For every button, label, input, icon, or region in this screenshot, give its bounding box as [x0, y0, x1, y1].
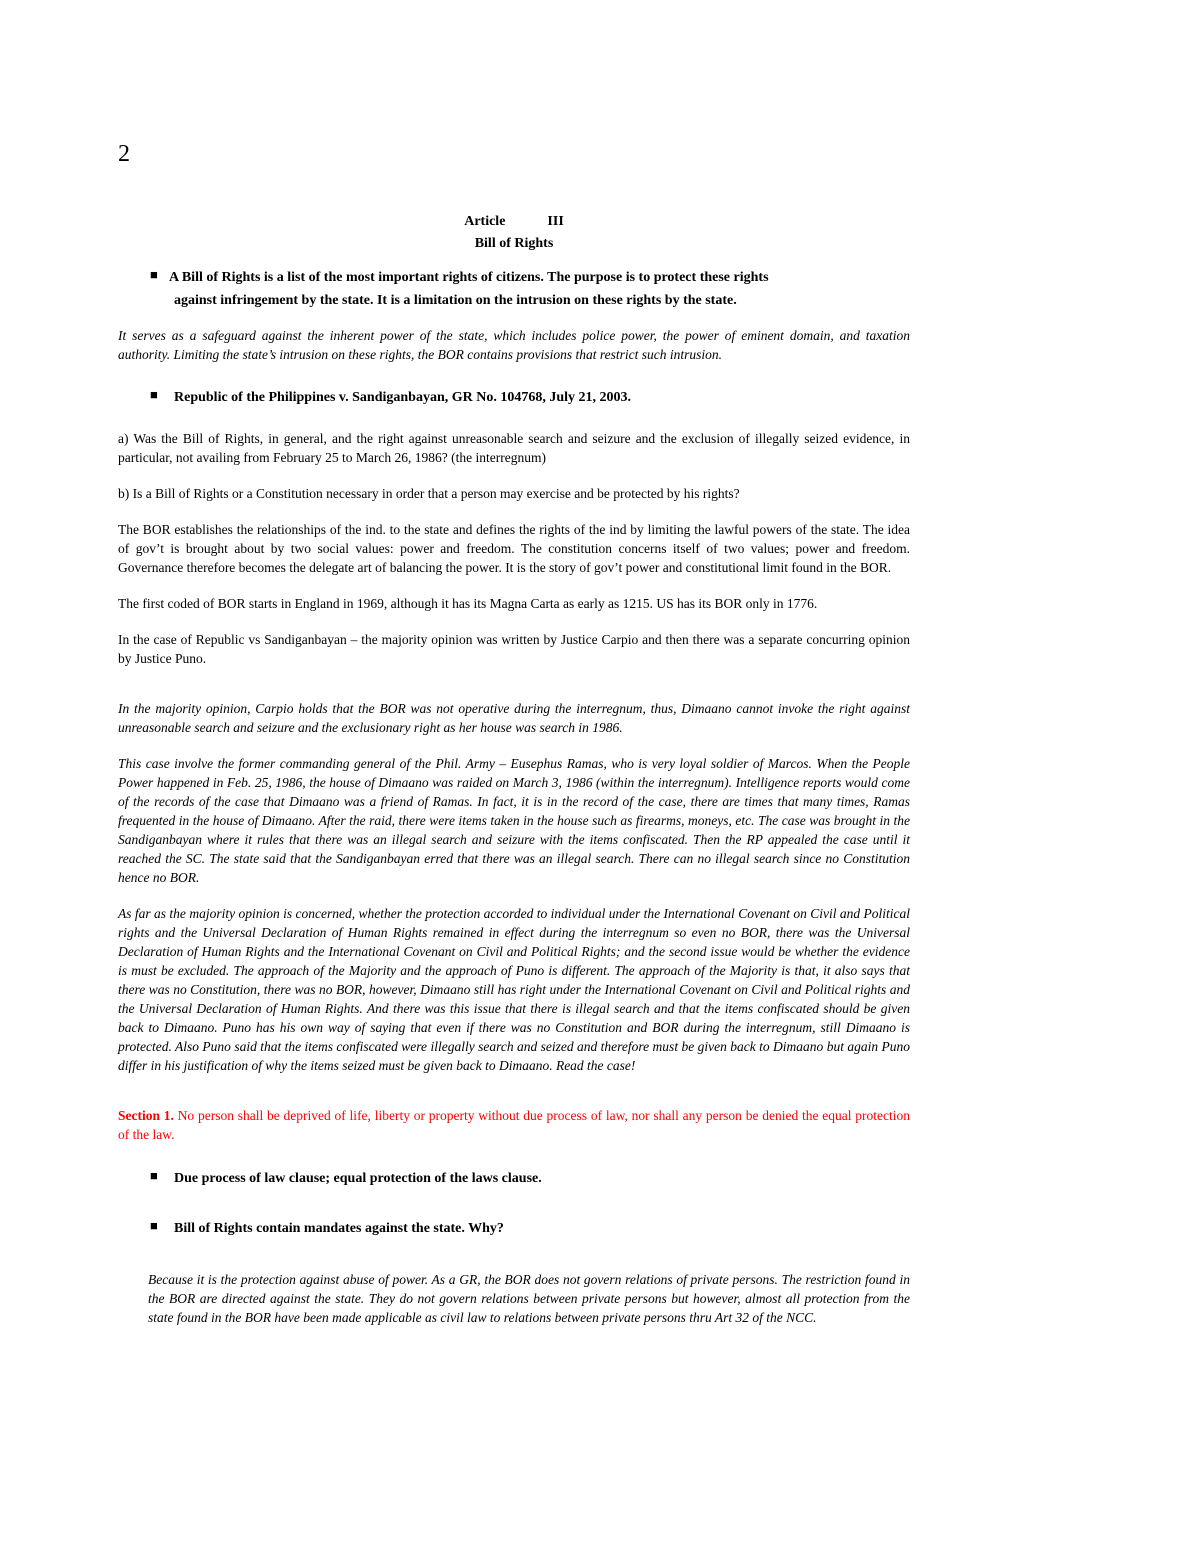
- section-1-text: No person shall be deprived of life, liberty or property without due process of law, nor shall any person be denied the equal protection of the law.: [118, 1108, 911, 1142]
- due-process-text: Due process of law clause; equal protection of the laws clause.: [174, 1171, 542, 1186]
- document-body: [118, 212, 910, 1327]
- bor-definition-line-1: A Bill of Rights is a list of the most important rights of citizens. The purpose is to protect these rights: [169, 270, 769, 285]
- bullet-bor-definition: [118, 266, 910, 312]
- case-title: Republic of the Philippines v. Sandiganbayan, GR No. 104768, July 21, 2003.: [174, 390, 632, 405]
- abuse-of-power-paragraph: Because it is the protection against abuse of power. As a GR, the BOR does not govern relations of private persons. The restriction found in the BOR are directed against the state. They do not govern relations between private persons but however, almost all protection from the state found in the BOR have been made applicable as civil law to relations between private persons thru Art 32 of the NCC.: [148, 1272, 910, 1325]
- first-bor-paragraph: The first coded of BOR starts in England in 1969, although it has its Magna Carta as early as 1215. US has its BOR only in 1776.: [118, 596, 818, 611]
- square-bullet-icon: ■: [150, 1218, 158, 1233]
- case-opinions-paragraph: In the case of Republic vs Sandiganbayan – the majority opinion was written by Justice Carpio and then there was a separate concurring opinion by Justice Puno.: [118, 632, 910, 666]
- article-label: Article: [464, 214, 506, 229]
- majority-discussion-paragraph: As far as the majority opinion is concerned, whether the protection accorded to individual under the International Covenant on Civil and Political rights and the Universal Declaration of Human Rights remained in effect during the interregnum so even no BOR, there was the Universal Declaration of Human Rights and the International Covenant on Civil and Political Rights; and the second issue would be whether the evidence is must be excluded. The approach of the Majority and the approach of Puno is different. The approach of the Majority is that, it also says that there was no Constitution, there was no BOR, however, Dimaano still has right under the International Covenant on Civil and Political rights and the Universal Declaration of Human Rights. And there was this issue that there is illegal search and that the items confiscated should be given back to Dimaano. Puno has his own way of saying that even if there was no Constitution and BOR during the interregnum, still Dimaano is protected. Also Puno said that the items confiscated were illegally search and seized and therefore must be given back to Dimaano but again Puno differ in his justification of why the items seized must be given back to Dimaano. Read the case!: [118, 906, 910, 1073]
- page-number: 2: [118, 141, 130, 167]
- section-1-paragraph: [118, 1106, 910, 1144]
- article-subtitle: Bill of Rights: [474, 236, 554, 251]
- question-a: a) Was the Bill of Rights, in general, and the right against unreasonable search and seizure and the exclusion of illegally seized evidence, in particular, not availing from February 25 to March 26, 1986? (the interregnum): [118, 431, 910, 465]
- mandates-text: Bill of Rights contain mandates against the state. Why?: [174, 1221, 504, 1236]
- bullet-due-process: [118, 1167, 910, 1190]
- bullet-mandates: [118, 1217, 910, 1240]
- majority-opinion-paragraph: In the majority opinion, Carpio holds that the BOR was not operative during the interregnum, thus, Dimaano cannot invoke the right against unreasonable search and seizure and the exclusionary right as her house was search in 1986.: [118, 701, 910, 735]
- case-background-paragraph: This case involve the former commanding general of the Phil. Army – Eusephus Ramas, who is very loyal soldier of Marcos. When the People Power happened in Feb. 25, 1986, the house of Dimaano was raided on March 3, 1986 (within the interregnum). Intelligence reports would come of the records of the case that Dimaano was a friend of Ramas. In fact, it is in the record of the case, there are times that many times, Ramas frequented in the house of Dimaano. After the raid, there were items taken in the house such as firearms, moneys, etc. The case was brought in the Sandiganbayan where it rules that there was an illegal search and seizure with the items confiscated. Then the RP appealed the case until it reached the SC. The state said that the Sandiganbayan erred that there was an illegal search. There can no illegal search since no Constitution hence no BOR.: [118, 756, 910, 885]
- bor-definition-line-2: against infringement by the state. It is a limitation on the intrusion on these rights by the state.: [174, 293, 737, 308]
- square-bullet-icon: ■: [150, 1168, 158, 1183]
- question-b: b) Is a Bill of Rights or a Constitution necessary in order that a person may exercise and be protected by his rights?: [118, 486, 740, 501]
- safeguard-paragraph: It serves as a safeguard against the inherent power of the state, which includes police power, the power of eminent domain, and taxation authority. Limiting the state’s intrusion on these rights, the BOR contains provisions that restrict such intrusion.: [118, 328, 910, 362]
- square-bullet-icon: ■: [150, 387, 158, 402]
- bullet-case-title: [118, 386, 910, 409]
- article-number: III: [547, 214, 564, 229]
- section-1-label: Section 1.: [118, 1108, 174, 1123]
- article-heading: [118, 212, 910, 232]
- bor-relationship-paragraph: The BOR establishes the relationships of the ind. to the state and defines the rights of the ind by limiting the lawful powers of the state. The idea of gov’t is brought about by two social values: power and freedom. The constitution concerns itself of two values; power and freedom. Governance therefore becomes the delegate art of balancing the power. It is the story of gov’t power and constitutional limit found in the BOR.: [118, 522, 910, 575]
- square-bullet-icon: ■: [150, 267, 158, 282]
